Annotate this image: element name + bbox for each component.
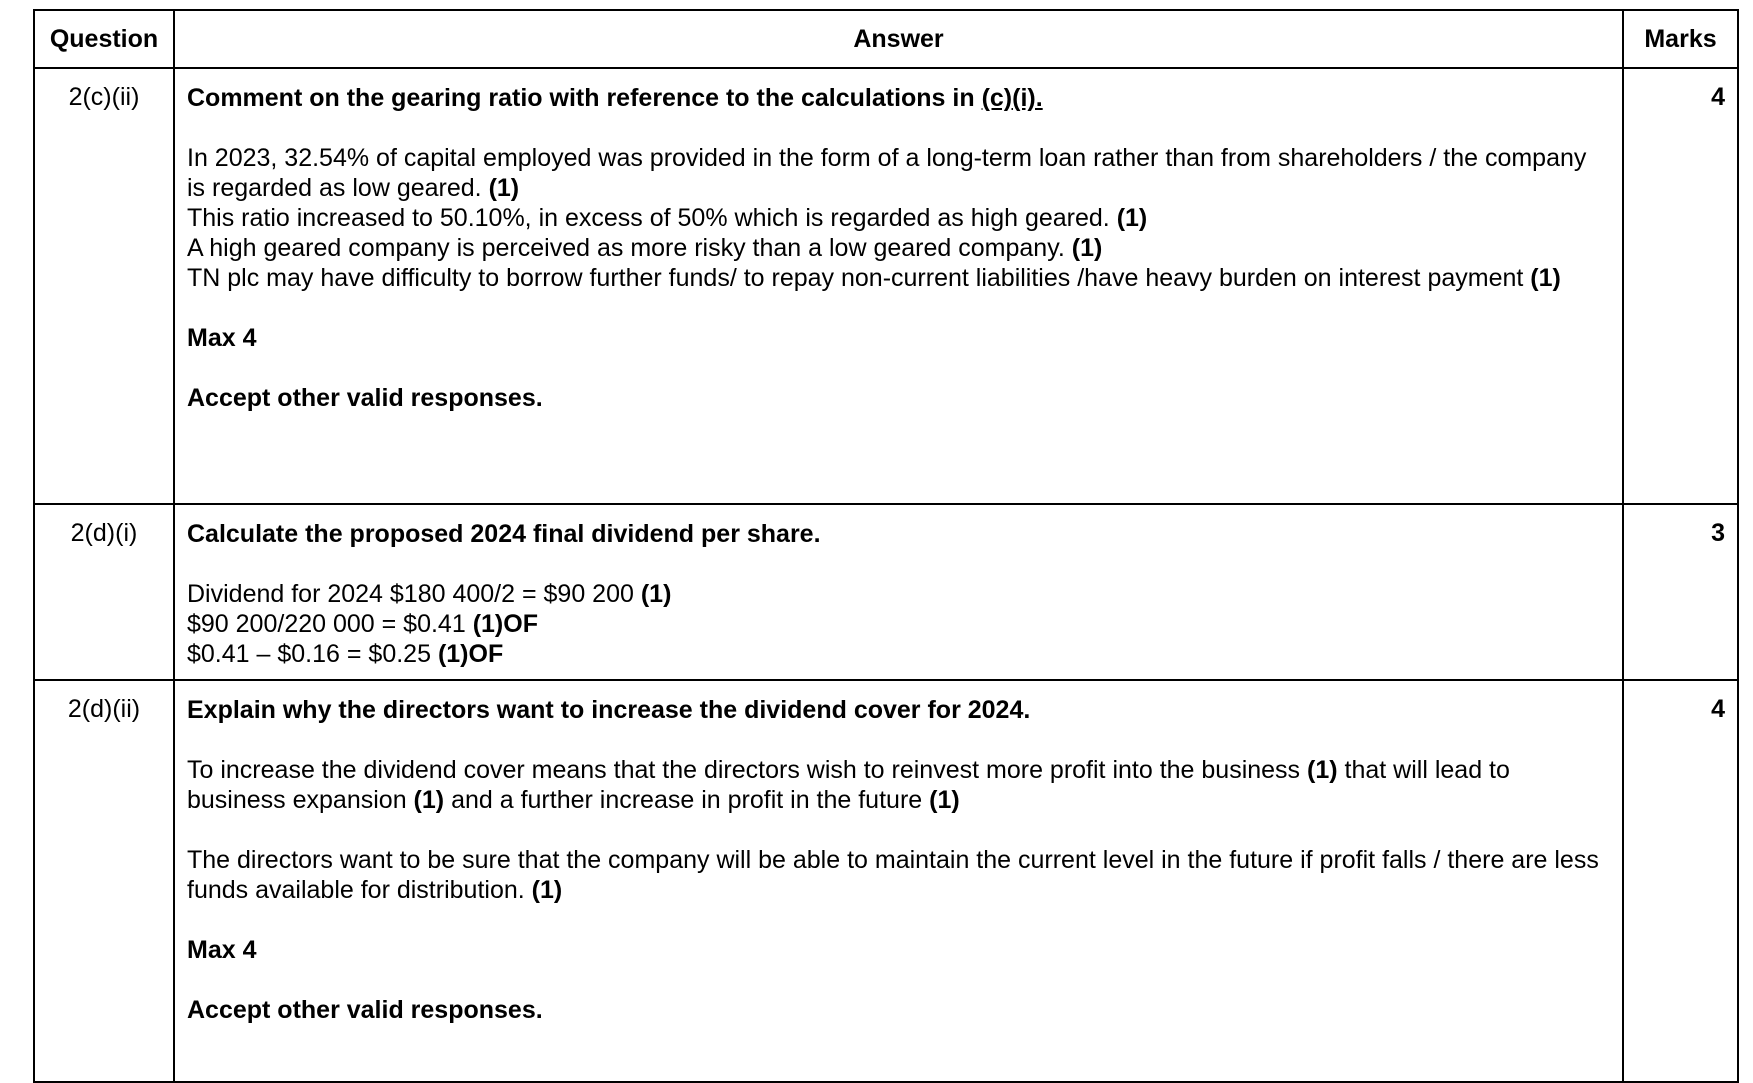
- answer-line: $90 200/220 000 = $0.41 (1)OF: [187, 610, 538, 638]
- answer-paragraph: To increase the dividend cover means that the directors wish to reinvest more profit into the business (1) that will lead to business expansion (1) and a further increase in profit in the future (1): [187, 756, 1510, 814]
- marks-header: Marks: [1623, 10, 1738, 68]
- accept-note: Accept other valid responses.: [187, 996, 543, 1024]
- accept-note: Accept other valid responses.: [187, 384, 543, 412]
- mark-award: (1): [1530, 264, 1561, 292]
- answer-line: In 2023, 32.54% of capital employed was provided in the form of a long-term loan rather than from shareholders / the company is regarded as low geared. (1): [187, 144, 1587, 202]
- mark-scheme-table: [33, 9, 1739, 1083]
- mark-award: (1): [1071, 234, 1103, 262]
- mark-award: (1): [929, 786, 960, 814]
- table-row: [34, 68, 1738, 504]
- answer-paragraph: The directors want to be sure that the company will be able to maintain the current level in the future if profit falls / there are less funds available for distribution. (1): [187, 846, 1599, 904]
- marks-value: 4: [1623, 68, 1738, 504]
- mark-award: (1): [531, 876, 563, 904]
- question-number: 2(d)(i): [34, 504, 174, 680]
- question-prompt: Calculate the proposed 2024 final dividend per share.: [187, 520, 821, 548]
- mark-award: (1)OF: [472, 610, 538, 638]
- marks-value: 4: [1623, 680, 1738, 1082]
- question-header: Question: [34, 10, 174, 68]
- mark-award: (1): [1307, 756, 1338, 784]
- prompt-reference: (c)(i).: [981, 84, 1043, 112]
- table-row: [34, 680, 1738, 1082]
- answer-cell: [174, 680, 1623, 1082]
- answer-line: $0.41 – $0.16 = $0.25 (1)OF: [187, 640, 504, 668]
- question-number: 2(c)(ii): [34, 68, 174, 504]
- mark-award: (1): [488, 174, 520, 202]
- answer-line: This ratio increased to 50.10%, in excess of 50% which is regarded as high geared. (1): [187, 204, 1148, 232]
- mark-award: (1): [413, 786, 445, 814]
- question-prompt: Comment on the gearing ratio with reference to the calculations in (c)(i).: [187, 84, 1043, 112]
- answer-line: Dividend for 2024 $180 400/2 = $90 200 (1): [187, 580, 672, 608]
- table-row: [34, 504, 1738, 680]
- answer-cell: [174, 504, 1623, 680]
- answer-line: A high geared company is perceived as more risky than a low geared company. (1): [187, 234, 1103, 262]
- mark-award: (1): [1116, 204, 1148, 232]
- question-prompt: Explain why the directors want to increase the dividend cover for 2024.: [187, 696, 1031, 724]
- answer-line: TN plc may have difficulty to borrow further funds/ to repay non-current liabilities /have heavy burden on interest payment (1): [187, 264, 1561, 292]
- max-marks-note: Max 4: [187, 324, 257, 352]
- max-marks-note: Max 4: [187, 936, 257, 964]
- mark-award: (1)OF: [437, 640, 504, 668]
- answer-cell: [174, 68, 1623, 504]
- question-number: 2(d)(ii): [34, 680, 174, 1082]
- mark-award: (1): [640, 580, 672, 608]
- answer-header: Answer: [174, 10, 1623, 68]
- header-row: [34, 10, 1738, 68]
- marks-value: 3: [1623, 504, 1738, 680]
